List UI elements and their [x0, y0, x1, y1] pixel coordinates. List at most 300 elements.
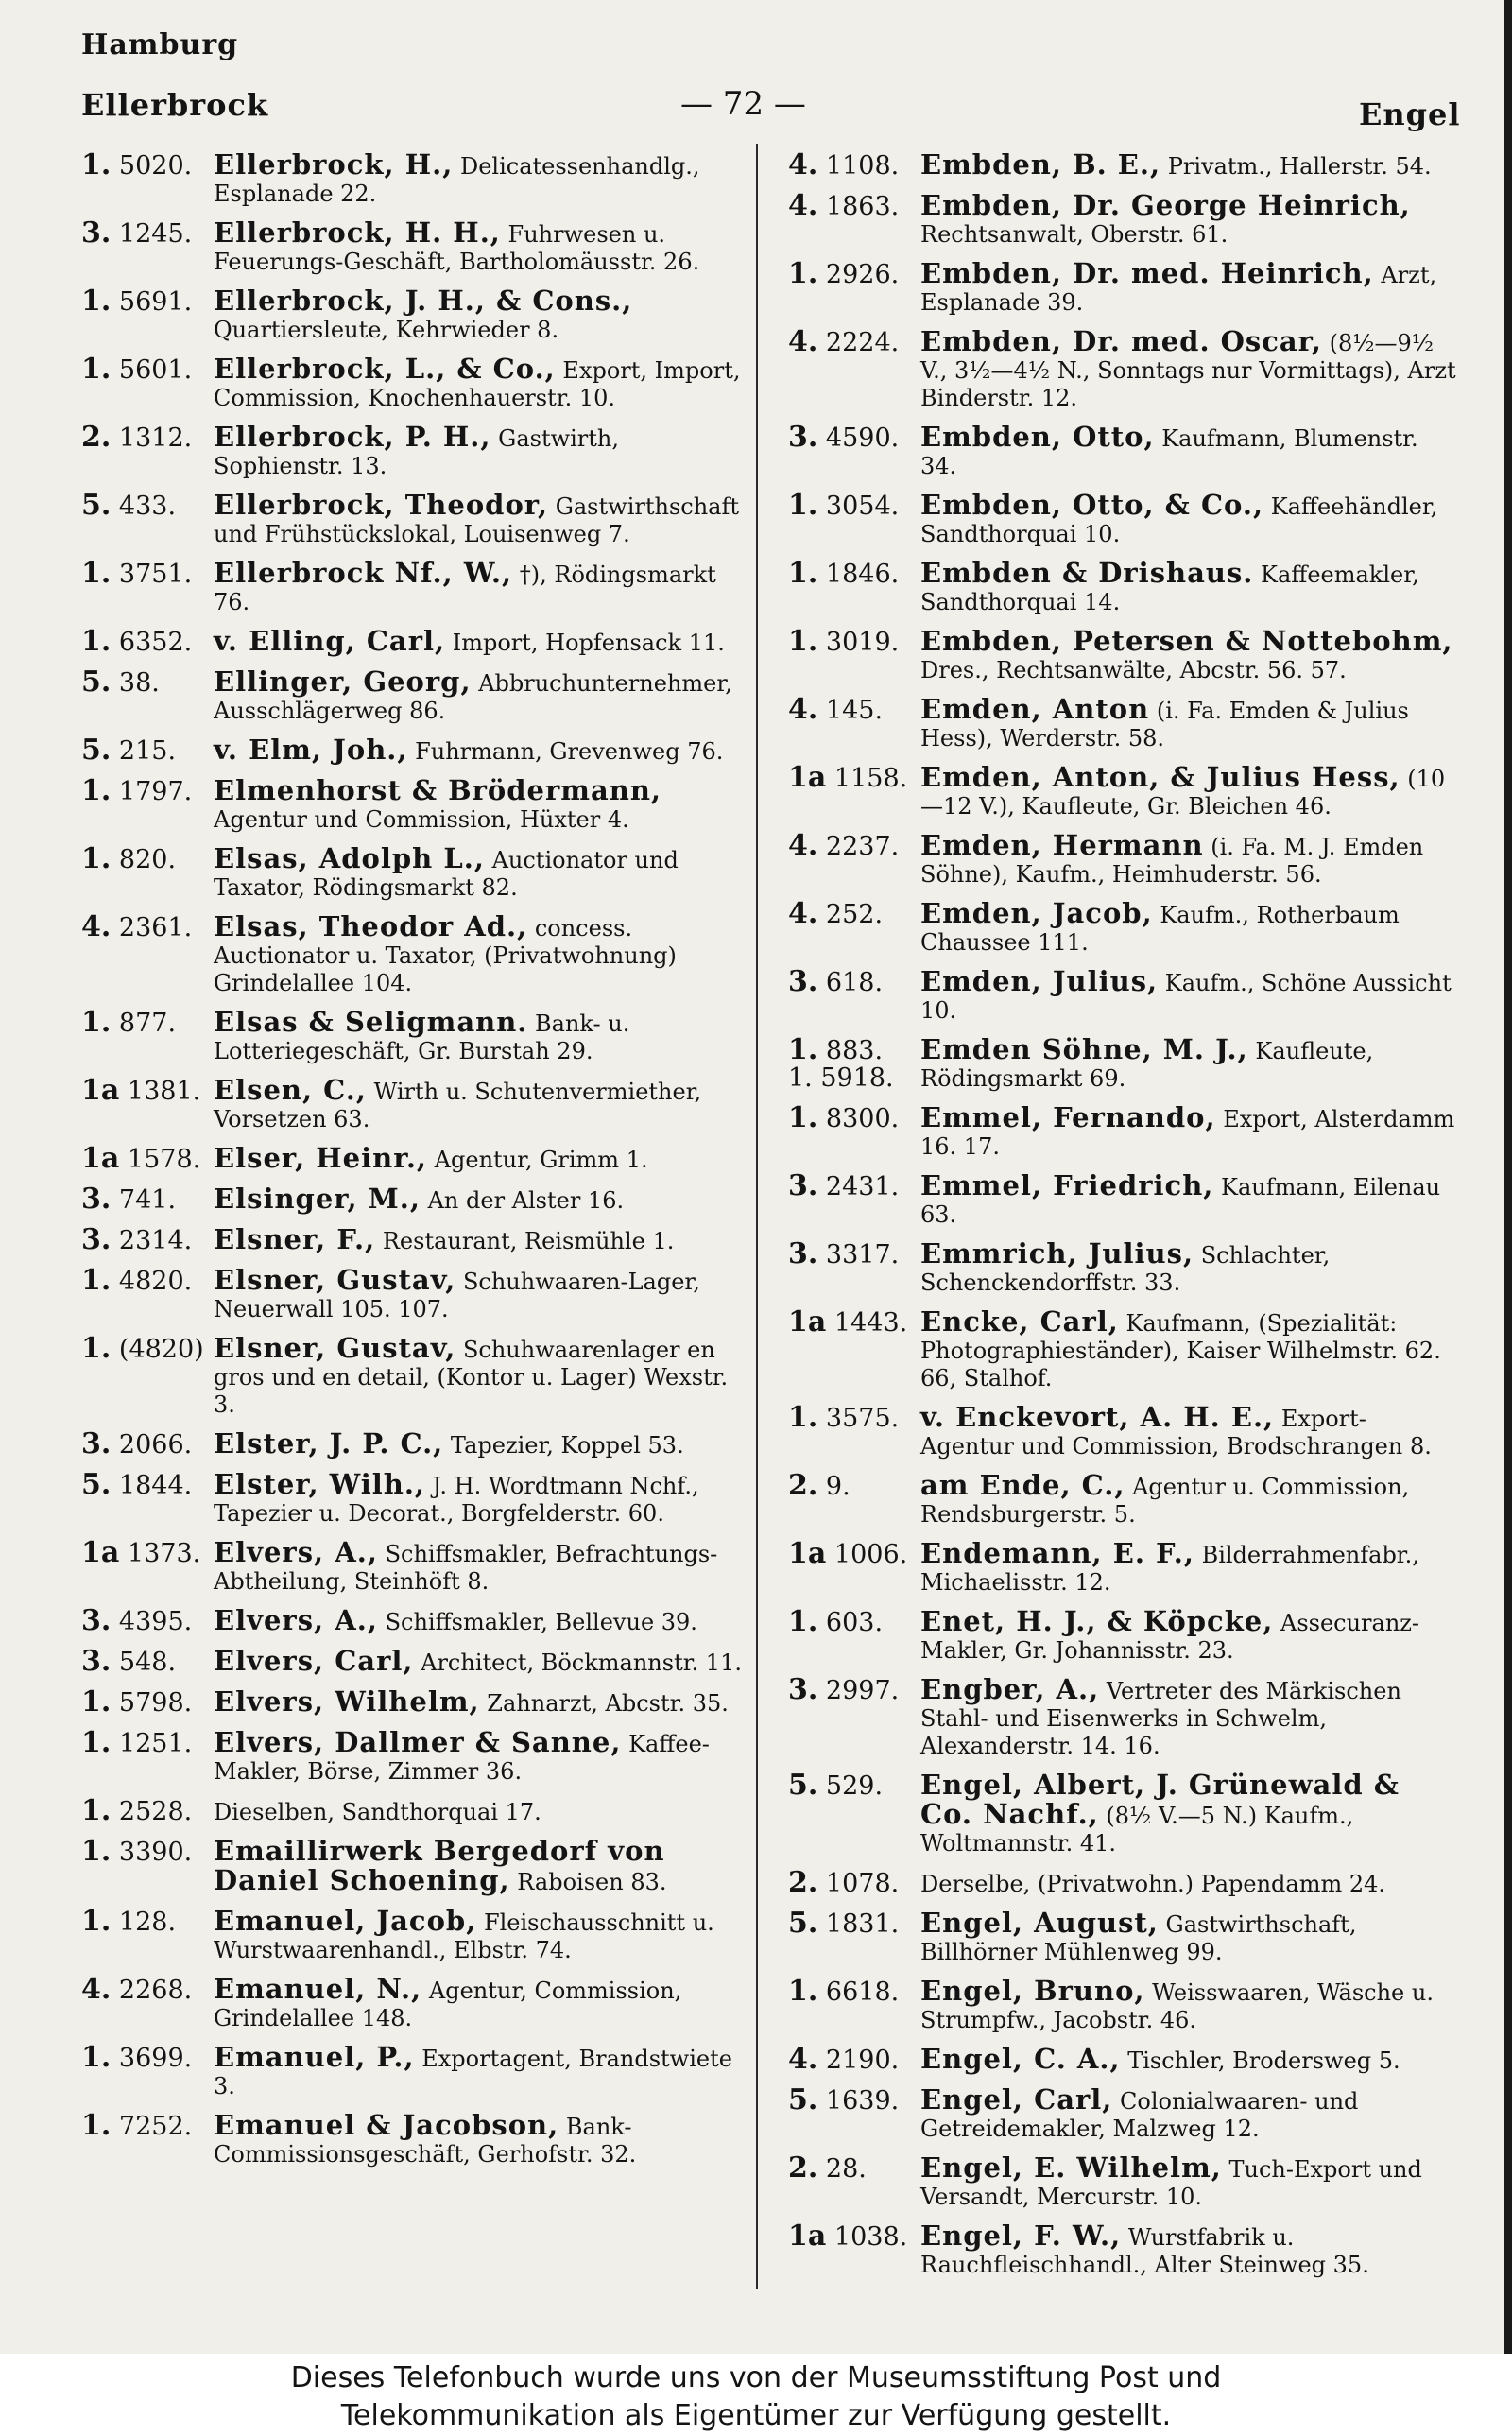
entry-text	[920, 897, 1459, 957]
directory-entry	[81, 625, 752, 658]
entry-text	[920, 1469, 1459, 1529]
phone-number	[788, 1605, 920, 1665]
subscriber-details: Fuhrmann, Grevenweg 76.	[415, 738, 724, 765]
subscriber-details: Gastwirthschaft, Billhörner Mühlenweg 99.	[920, 1911, 1357, 1965]
directory-entry	[81, 1645, 752, 1678]
directory-entry	[81, 1685, 752, 1719]
phone-number	[81, 216, 214, 276]
subscriber-name: Emaillirwerk Bergedorf von Daniel Schoening,	[214, 1835, 665, 1896]
subscriber-name: Engel, E. Wilhelm,	[920, 2151, 1222, 2184]
subscriber-name: Elsner, Gustav,	[214, 1332, 456, 1364]
exchange-class: 3.	[788, 421, 818, 454]
subscriber-details: Agentur, Commission, Grindelallee 148.	[214, 1978, 682, 2031]
directory-entry	[788, 2222, 1459, 2279]
number-value: 877.	[118, 1009, 177, 1038]
directory-entry	[788, 1771, 1459, 1857]
subscriber-details: Architect, Böckmannstr. 11.	[421, 1650, 742, 1676]
phone-number	[81, 1223, 214, 1256]
subscriber-name: Ellerbrock Nf., W.,	[214, 557, 513, 589]
subscriber-name: Ellinger, Georg,	[214, 665, 472, 698]
number-value: 8300.	[825, 1104, 900, 1133]
directory-entry	[81, 910, 752, 997]
entry-text	[214, 2041, 752, 2100]
entry-text	[214, 1604, 752, 1636]
subscriber-details: Export, Import, Commission, Knochenhauerstr. 10.	[214, 357, 741, 411]
entry-text	[214, 1973, 752, 2032]
number-value: 6618.	[825, 1978, 900, 2007]
phone-number	[788, 325, 920, 412]
phone-number	[81, 842, 214, 902]
phone-number	[788, 557, 920, 616]
exchange-class: 1.	[81, 842, 112, 875]
number-value: 1831.	[825, 1909, 900, 1939]
phone-number	[788, 2222, 920, 2279]
exchange-class: 3.	[788, 965, 818, 998]
directory-entry	[788, 257, 1459, 317]
subscriber-name: Elsen, C.,	[214, 1074, 367, 1106]
subscriber-name: Engel, F. W.,	[920, 2220, 1122, 2252]
phone-number	[788, 189, 920, 249]
number-value: 2314.	[118, 1226, 193, 1255]
directory-entry	[81, 557, 752, 616]
number-value: 9.	[825, 1472, 850, 1501]
number-value: 1844.	[118, 1471, 193, 1500]
directory-entry	[81, 2041, 752, 2100]
subscriber-details: Kaffee-Makler, Börse, Zimmer 36.	[214, 1731, 710, 1785]
directory-entry	[81, 1074, 752, 1133]
number-value: 2268.	[118, 1976, 193, 2005]
entry-text	[214, 1223, 752, 1255]
subscriber-details: Fuhrwesen u. Feuerungs-Geschäft, Bartholomäusstr. 26.	[214, 221, 700, 275]
subscriber-name: Ellerbrock, J. H., & Cons.,	[214, 285, 633, 317]
subscriber-details: (8½ V.—5 N.) Kaufm., Woltmannstr. 41.	[920, 1803, 1354, 1857]
exchange-class: 1.	[81, 1264, 112, 1297]
phone-number	[81, 1006, 214, 1065]
phone-number	[788, 2151, 920, 2211]
number-value: 1158.	[833, 764, 908, 793]
entry-text	[214, 1685, 752, 1718]
entry-text	[920, 1909, 1459, 1966]
directory-entry	[788, 2043, 1459, 2076]
exchange-class: 3.	[81, 1604, 112, 1637]
number-value: 3751.	[118, 560, 193, 589]
number-value: 3019.	[825, 628, 900, 657]
subscriber-name: am Ende, C.,	[920, 1469, 1125, 1501]
page-number: — 72 —	[680, 85, 806, 123]
exchange-class: 1.	[81, 285, 112, 318]
directory-entry	[81, 1185, 752, 1215]
subscriber-name: Emanuel, Jacob,	[214, 1905, 477, 1937]
number-value: 2224.	[825, 328, 900, 357]
exchange-class: 1.	[788, 489, 818, 522]
subscriber-details: J. H. Wordtmann Nchf., Tapezier u. Decorat., Borgfelderstr. 60.	[214, 1473, 699, 1527]
directory-entry	[788, 897, 1459, 957]
entry-text	[214, 625, 752, 657]
subscriber-details: Bilderrahmenfabr., Michaelisstr. 12.	[920, 1542, 1419, 1596]
exchange-class: 1.	[81, 1006, 112, 1039]
entry-text	[920, 2222, 1459, 2279]
exchange-class: 3.	[81, 1645, 112, 1678]
exchange-class: 4.	[788, 897, 818, 930]
directory-entry	[81, 1905, 752, 1964]
subscriber-details: Agentur und Commission, Hüxter 4.	[214, 806, 629, 833]
exchange-class: 1.	[81, 1726, 112, 1759]
directory-entry	[81, 355, 752, 412]
directory-entry	[81, 665, 752, 725]
number-value: 883. 1. 5918.	[788, 1036, 894, 1093]
subscriber-details: Dres., Rechtsanwälte, Abcstr. 56. 57.	[920, 657, 1347, 683]
subscriber-details: Schuhwaarenlager en gros und en detail, (Kontor u. Lager) Wexstr. 3.	[214, 1337, 729, 1418]
entry-text	[214, 736, 752, 766]
directory-entry	[788, 423, 1459, 480]
number-value: 2190.	[825, 2046, 900, 2075]
entry-text	[214, 1006, 752, 1065]
number-value: 1038.	[833, 2222, 908, 2252]
phone-number	[788, 1237, 920, 1297]
number-value: 1443.	[833, 1308, 908, 1338]
right-column	[788, 148, 1459, 2290]
directory-entry	[788, 1033, 1459, 1093]
subscriber-name: Emden, Anton, & Julius Hess,	[920, 761, 1400, 793]
number-value: 252.	[825, 900, 884, 929]
subscriber-name: Engel, August,	[920, 1907, 1159, 1939]
subscriber-details: An der Alster 16.	[427, 1187, 625, 1214]
phone-number	[788, 489, 920, 548]
number-value: 2361.	[118, 913, 193, 942]
entry-text	[920, 1605, 1459, 1665]
subscriber-details: Restaurant, Reismühle 1.	[382, 1228, 675, 1254]
subscriber-details: (i. Fa. M. J. Emden Söhne), Kaufm., Heimhuderstr. 56.	[920, 834, 1424, 888]
directory-entry	[788, 1866, 1459, 1899]
page-edge	[1504, 0, 1512, 2354]
city-header: Hamburg	[81, 28, 239, 61]
subscriber-details: Kaufmann, Blumenstr. 34.	[920, 425, 1418, 479]
number-value: 1797.	[118, 777, 193, 806]
phone-number	[81, 1604, 214, 1637]
directory-entry	[788, 189, 1459, 249]
exchange-class: 1.	[81, 1835, 112, 1868]
subscriber-details: Arzt, Esplanade 39.	[920, 262, 1437, 316]
subscriber-name: Emmel, Friedrich,	[920, 1169, 1214, 1201]
phone-number	[788, 1169, 920, 1229]
exchange-class: 1a	[81, 1536, 120, 1569]
number-value: 4820.	[118, 1267, 193, 1296]
number-value: 1108.	[825, 151, 900, 181]
subscriber-name: Elvers, A.,	[214, 1604, 378, 1636]
exchange-class: 2.	[788, 1469, 818, 1502]
number-value: 1006.	[833, 1540, 908, 1569]
subscriber-name: Elmenhorst & Brödermann,	[214, 774, 662, 806]
number-value: 2237.	[825, 832, 900, 861]
directory-entry	[788, 1673, 1459, 1760]
exchange-class: 5.	[81, 734, 112, 767]
subscriber-details: Rechtsanwalt, Oberstr. 61.	[920, 221, 1228, 248]
phone-number	[788, 2043, 920, 2076]
directory-entry	[81, 1973, 752, 2032]
phone-number	[81, 1905, 214, 1964]
number-value: 618.	[825, 968, 884, 997]
phone-number	[81, 625, 214, 658]
number-value: 7252.	[118, 2112, 193, 2141]
exchange-class: 4.	[81, 1973, 112, 2006]
subscriber-details: (8½—9½ V., 3½—4½ N., Sonntags nur Vormittags), Arzt Binderstr. 12.	[920, 330, 1456, 411]
subscriber-name: Ellerbrock, H.,	[214, 148, 454, 181]
subscriber-details: Privatm., Hallerstr. 54.	[1167, 153, 1432, 180]
directory-entry	[788, 1305, 1459, 1392]
number-value: 6352.	[118, 628, 193, 657]
subscriber-name: Ellerbrock, H. H.,	[214, 216, 501, 249]
number-value: 1312.	[118, 423, 193, 453]
phone-number	[788, 693, 920, 752]
entry-text	[920, 2083, 1459, 2143]
entry-text	[920, 1237, 1459, 1297]
entry-text	[920, 2043, 1459, 2075]
footer-line-2: Telekommunikation als Eigentümer zur Verfügung gestellt.	[340, 2399, 1172, 2432]
directory-entry	[81, 1264, 752, 1323]
exchange-class: 5.	[788, 1769, 818, 1802]
exchange-class: 4.	[81, 910, 112, 943]
phone-number	[788, 1771, 920, 1857]
entry-text	[214, 1536, 752, 1596]
number-value: 5601.	[118, 355, 193, 385]
directory-entry	[81, 1223, 752, 1256]
entry-text	[214, 910, 752, 997]
footer-line-1: Dieses Telefonbuch wurde uns von der Museumsstiftung Post und	[290, 2361, 1222, 2394]
subscriber-name: Elsner, F.,	[214, 1223, 376, 1255]
subscriber-details: Gastwirthschaft und Frühstückslokal, Louisenweg 7.	[214, 493, 739, 547]
entry-text	[920, 1169, 1459, 1229]
phone-number	[81, 736, 214, 766]
subscriber-name: v. Elling, Carl,	[214, 625, 446, 657]
subscriber-details: Import, Hopfensack 11.	[452, 630, 725, 656]
phone-number	[81, 1645, 214, 1678]
subscriber-details: Exportagent, Brandstwiete 3.	[214, 2046, 732, 2099]
subscriber-details: concess. Auctionator u. Taxator, (Privatwohnung) Grindelallee 104.	[214, 915, 677, 996]
exchange-class: 4.	[788, 693, 818, 726]
subscriber-name: Ellerbrock, Theodor,	[214, 489, 549, 521]
entry-text	[920, 1771, 1459, 1857]
number-value: 3317.	[825, 1240, 900, 1270]
subscriber-details: Dieselben, Sandthorquai 17.	[214, 1799, 541, 1825]
number-value: 5691.	[118, 287, 193, 317]
exchange-class: 1.	[788, 257, 818, 290]
exchange-class: 3.	[788, 1237, 818, 1270]
exchange-class: 1a	[788, 761, 827, 794]
subscriber-details: Kaufmann, (Spezialität: Photographieständer), Kaiser Wilhelmstr. 62. 66, Stalhof.	[920, 1310, 1441, 1391]
entry-text	[214, 2109, 752, 2168]
exchange-class: 3.	[81, 216, 112, 250]
phone-number	[81, 1142, 214, 1175]
exchange-class: 1.	[788, 557, 818, 590]
subscriber-details: Schiffsmakler, Bellevue 39.	[385, 1609, 697, 1635]
exchange-class: 4.	[788, 829, 818, 862]
subscriber-name: Engel, Carl,	[920, 2083, 1113, 2116]
number-value: 38.	[118, 668, 160, 698]
exchange-class: 3.	[81, 1223, 112, 1256]
phone-number	[788, 2083, 920, 2143]
phone-number	[788, 965, 920, 1025]
exchange-class: 1.	[81, 148, 112, 181]
entry-text	[920, 1975, 1459, 2034]
directory-entry	[788, 1237, 1459, 1297]
entry-text	[920, 1537, 1459, 1597]
subscriber-name: Emanuel & Jacobson,	[214, 2109, 559, 2141]
exchange-class: 4.	[788, 2043, 818, 2076]
directory-entry	[81, 2109, 752, 2168]
phone-number	[788, 1866, 920, 1899]
subscriber-name: Elsas, Theodor Ad.,	[214, 910, 528, 942]
exchange-class: 1.	[788, 1101, 818, 1134]
entry-text	[214, 842, 752, 902]
exchange-class: 1.	[81, 1685, 112, 1719]
exchange-class: 1.	[81, 1905, 112, 1938]
directory-entry	[788, 489, 1459, 548]
phone-number	[788, 1537, 920, 1597]
subscriber-name: Elser, Heinr.,	[214, 1142, 428, 1174]
exchange-class: 1.	[81, 1332, 112, 1365]
number-value: 1373.	[127, 1539, 201, 1568]
subscriber-name: Embden, Otto, & Co.,	[920, 489, 1264, 521]
subscriber-name: Elvers, Dallmer & Sanne,	[214, 1726, 622, 1758]
directory-entry	[81, 1794, 752, 1827]
subscriber-name: v. Enckevort, A. H. E.,	[920, 1401, 1275, 1433]
phone-number	[81, 557, 214, 616]
directory-entry	[81, 423, 752, 480]
directory-entry	[81, 1142, 752, 1175]
directory-entry	[81, 1536, 752, 1596]
phone-number	[81, 2109, 214, 2168]
exchange-class: 1a	[81, 1142, 120, 1175]
directory-entry	[788, 965, 1459, 1025]
exchange-class: 1a	[788, 2220, 827, 2253]
subscriber-details: Raboisen 83.	[517, 1869, 667, 1895]
subscriber-name: Ellerbrock, L., & Co.,	[214, 353, 556, 385]
directory-entry	[788, 1101, 1459, 1161]
entry-text	[214, 1142, 752, 1174]
exchange-class: 1a	[81, 1074, 120, 1107]
column-divider	[756, 144, 758, 2289]
number-value: 2528.	[118, 1797, 193, 1826]
number-value: 128.	[118, 1908, 177, 1937]
exchange-class: 5.	[81, 665, 112, 699]
number-value: 433.	[118, 492, 177, 521]
directory-entry	[788, 1537, 1459, 1597]
subscriber-details: Wurstfabrik u. Rauchfleischhandl., Alter Steinweg 35.	[920, 2224, 1369, 2278]
directory-entry	[788, 148, 1459, 181]
phone-number	[81, 1185, 214, 1215]
phone-number	[81, 355, 214, 412]
subscriber-name: Elvers, A.,	[214, 1536, 378, 1568]
subscriber-details: Kaufleute, Rödingsmarkt 69.	[920, 1038, 1374, 1092]
subscriber-name: Ellerbrock, P. H.,	[214, 421, 491, 453]
phone-number	[81, 2041, 214, 2100]
phone-number	[81, 1332, 214, 1419]
directory-entry	[788, 1401, 1459, 1460]
entry-text	[920, 625, 1459, 684]
directory-entry	[81, 148, 752, 208]
directory-entry	[81, 1604, 752, 1637]
exchange-class: 4.	[788, 325, 818, 358]
entry-text	[214, 665, 752, 725]
phone-number	[788, 1975, 920, 2034]
entry-text	[920, 1673, 1459, 1760]
entry-text	[214, 423, 752, 480]
entry-text	[214, 1726, 752, 1786]
number-value: 1639.	[825, 2086, 900, 2116]
exchange-class: 3.	[81, 1183, 112, 1216]
subscriber-name: Elsas & Seligmann.	[214, 1006, 528, 1038]
directory-entry	[81, 736, 752, 766]
directory-entry	[788, 693, 1459, 752]
exchange-class: 1.	[788, 1401, 818, 1434]
subscriber-details: Agentur u. Commission, Rendsburgerstr. 5.	[920, 1474, 1410, 1528]
entry-text	[920, 1305, 1459, 1392]
entry-text	[214, 489, 752, 548]
number-value: 2997.	[825, 1676, 900, 1705]
subscriber-details: Zahnarzt, Abcstr. 35.	[487, 1690, 729, 1717]
subscriber-details: Fleischausschnitt u. Wurstwaarenhandl., Elbstr. 74.	[214, 1909, 714, 1963]
exchange-class: 1.	[81, 2109, 112, 2142]
phone-number	[788, 897, 920, 957]
directory-entry	[788, 1975, 1459, 2034]
subscriber-details: Schlachter, Schenckendorffstr. 33.	[920, 1242, 1331, 1296]
subscriber-details: Quartiersleute, Kehrwieder 8.	[214, 317, 559, 343]
phone-number	[81, 423, 214, 480]
entry-text	[214, 355, 752, 412]
subscriber-details: Export-Agentur und Commission, Brodschrangen 8.	[920, 1406, 1432, 1460]
phone-number	[81, 1468, 214, 1528]
subscriber-name: Emden, Jacob,	[920, 897, 1153, 929]
exchange-class: 5.	[81, 489, 112, 522]
number-value: 1846.	[825, 560, 900, 589]
phone-number	[81, 1973, 214, 2032]
directory-entry	[81, 287, 752, 344]
subscriber-details: Kaufmann, Eilenau 63.	[920, 1174, 1441, 1228]
exchange-class: 5.	[81, 1468, 112, 1501]
exchange-class: 3.	[81, 1427, 112, 1460]
exchange-class: 2.	[81, 421, 112, 454]
number-value: 5020.	[118, 151, 193, 181]
subscriber-name: Emmrich, Julius,	[920, 1237, 1194, 1270]
directory-entry	[81, 1835, 752, 1896]
number-value: 1863.	[825, 192, 900, 221]
subscriber-details: (i. Fa. Emden & Julius Hess), Werderstr. 58.	[920, 698, 1409, 752]
subscriber-details: Colonialwaaren- und Getreidemakler, Malzweg 12.	[920, 2088, 1359, 2142]
subscriber-details: Weisswaaren, Wäsche u. Strumpfw., Jacobstr. 46.	[920, 1979, 1434, 2033]
exchange-class: 1.	[81, 557, 112, 590]
directory-entry	[788, 1469, 1459, 1529]
directory-entry	[788, 761, 1459, 821]
subscriber-name: Elster, J. P. C.,	[214, 1427, 444, 1460]
subscriber-details: Schiffsmakler, Befrachtungs-Abtheilung, Steinhöft 8.	[214, 1541, 718, 1595]
last-entry-header: Engel	[1359, 96, 1461, 132]
directory-entry	[788, 1169, 1459, 1229]
exchange-class: 1a	[788, 1305, 827, 1339]
entry-text	[920, 1401, 1459, 1460]
entry-text	[214, 216, 752, 276]
phone-number	[788, 1033, 920, 1093]
directory-entry	[788, 1909, 1459, 1966]
entry-text	[920, 325, 1459, 412]
entry-text	[214, 557, 752, 616]
subscriber-details: (10—12 V.), Kaufleute, Gr. Bleichen 46.	[920, 766, 1446, 820]
directory-entry	[81, 1332, 752, 1419]
phone-number	[81, 1794, 214, 1827]
number-value: 1578.	[127, 1145, 201, 1174]
subscriber-name: Elsner, Gustav,	[214, 1264, 456, 1296]
exchange-class: 1.	[81, 2041, 112, 2074]
phone-number	[788, 1469, 920, 1529]
